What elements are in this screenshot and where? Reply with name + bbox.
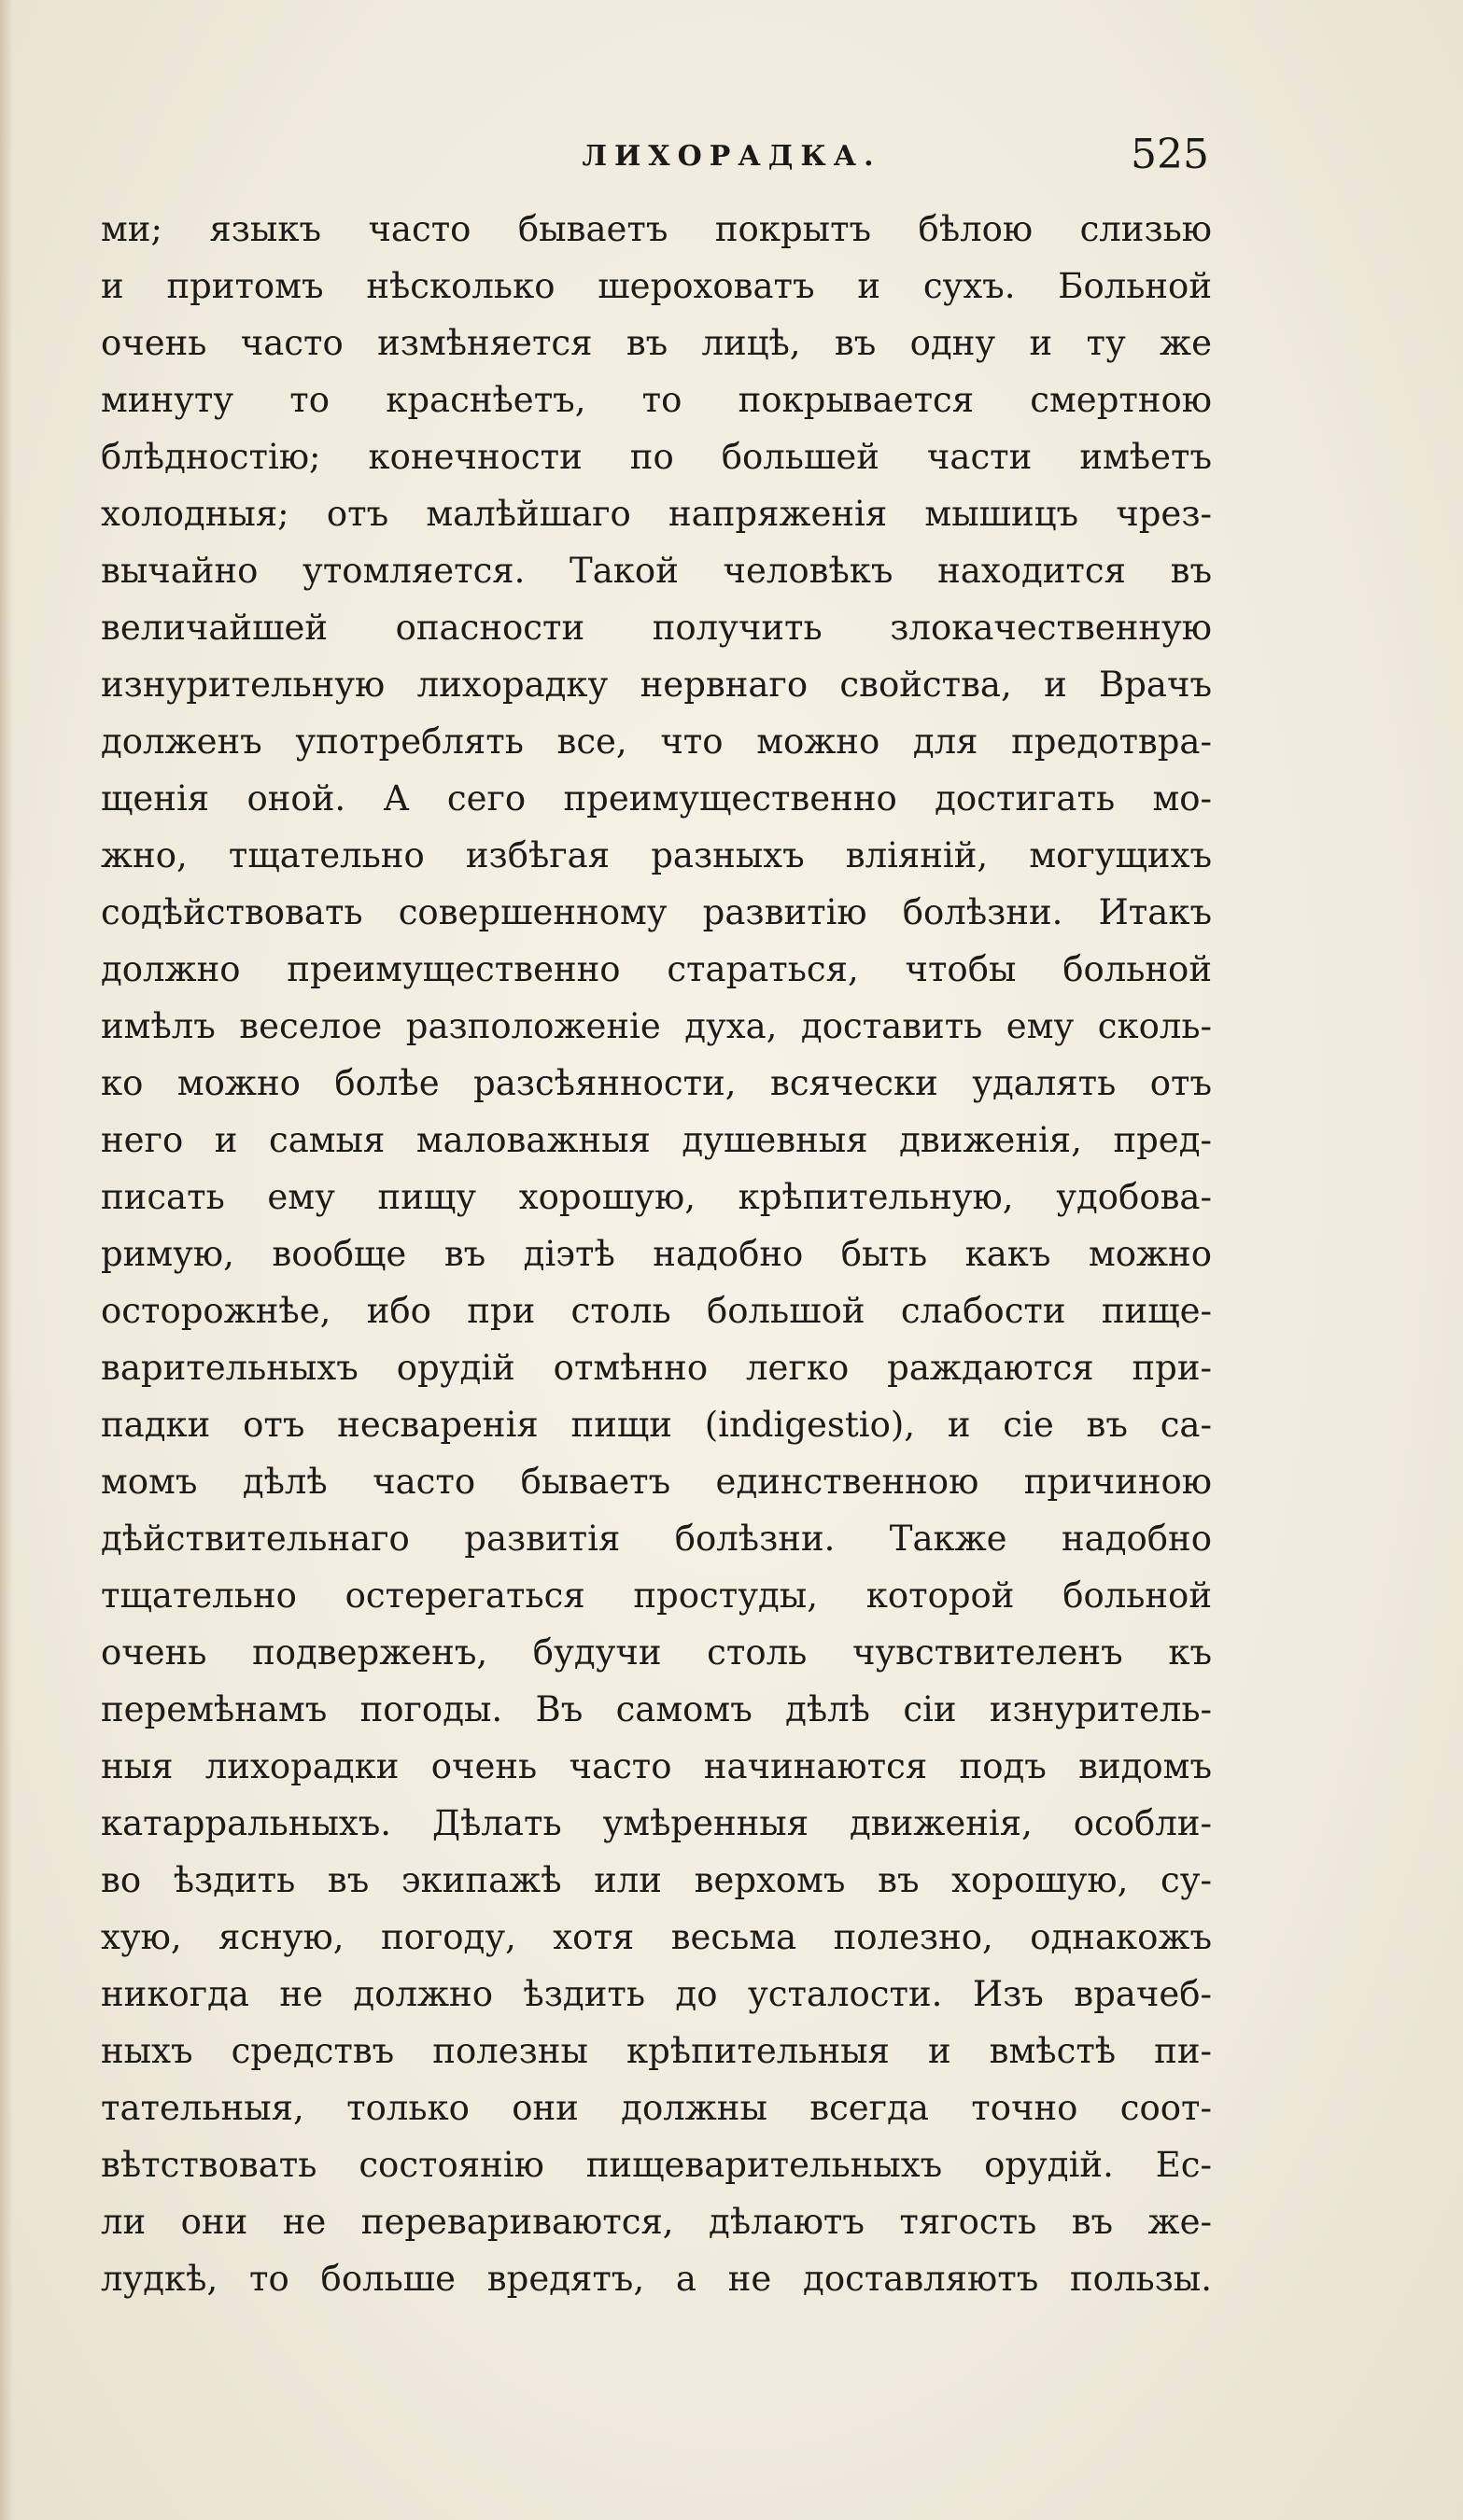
text-line: блѣдностію; конечности по большей части имѣетъ <box>101 437 1212 477</box>
text-line: щенія оной. А сего преимущественно достигать мо- <box>101 778 1212 819</box>
text-line: имѣлъ веселое разположеніе духа, доставить ему сколь- <box>101 1006 1212 1046</box>
text-line: римую, вообще въ діэтѣ надобно быть какъ можно <box>101 1234 1212 1274</box>
text-line: должно преимущественно стараться, чтобы больной <box>101 949 1212 989</box>
text-line: перемѣнамъ погоды. Въ самомъ дѣлѣ сіи изнуритель- <box>101 1689 1212 1729</box>
text-line: изнурительную лихорадку нервнаго свойства, и Врачъ <box>101 665 1212 705</box>
text-line: варительныхъ орудій отмѣнно легко раждаются при- <box>101 1348 1212 1388</box>
text-line: и притомъ нѣсколько шероховатъ и сухъ. Больной <box>101 266 1212 306</box>
text-line: осторожнѣе, ибо при столь большой слабости пище- <box>101 1291 1212 1331</box>
text-line: ныя лихорадки очень часто начинаются подъ видомъ <box>101 1746 1212 1786</box>
text-line: долженъ употреблять все, что можно для предотвра- <box>101 721 1212 762</box>
page-edge-shadow <box>0 0 13 2520</box>
text-line: падки отъ несваренія пищи (indigestio), и сіе въ са- <box>101 1405 1212 1445</box>
text-line: тательныя, только они должны всегда точно соот- <box>101 2088 1212 2128</box>
page-header <box>0 131 1463 187</box>
page-number: 525 <box>1131 131 1209 178</box>
text-line: ныхъ средствъ полезны крѣпительныя и вмѣстѣ пи- <box>101 2031 1212 2071</box>
text-line: содѣйствовать совершенному развитію болѣзни. Итакъ <box>101 892 1212 932</box>
body-text <box>101 201 1212 2307</box>
text-line: ко можно болѣе разсѣянности, всячески удалять отъ <box>101 1063 1212 1103</box>
text-line: ми; языкъ часто бываетъ покрытъ бѣлою слизью <box>101 209 1212 249</box>
text-line: него и самыя маловажныя душевныя движенія, пред- <box>101 1120 1212 1160</box>
text-line: катарральныхъ. Дѣлать умѣренныя движенія, особли- <box>101 1803 1212 1843</box>
text-line: писать ему пищу хорошую, крѣпительную, удобова- <box>101 1177 1212 1217</box>
text-line: тщательно остерегаться простуды, которой больной <box>101 1575 1212 1616</box>
text-line: никогда не должно ѣздить до усталости. Изъ врачеб- <box>101 1974 1212 2014</box>
text-line: вычайно утомляется. Такой человѣкъ находится въ <box>101 551 1212 591</box>
running-head: ЛИХОРАДКА. <box>582 140 881 173</box>
text-line: минуту то краснѣетъ, то покрывается смертною <box>101 380 1212 420</box>
text-line: дѣйствительнаго развитія болѣзни. Также надобно <box>101 1519 1212 1559</box>
text-line: вѣтствовать состоянію пищеварительныхъ орудій. Ес- <box>101 2145 1212 2185</box>
text-line: холодныя; отъ малѣйшаго напряженія мышицъ чрез- <box>101 494 1212 534</box>
text-line: жно, тщательно избѣгая разныхъ вліяній, могущихъ <box>101 835 1212 875</box>
text-line: хую, ясную, погоду, хотя весьма полезно, однакожъ <box>101 1917 1212 1957</box>
text-line: ли они не перевариваются, дѣлаютъ тягость въ же- <box>101 2202 1212 2242</box>
text-line: очень подверженъ, будучи столь чувствителенъ къ <box>101 1632 1212 1673</box>
text-line: очень часто измѣняется въ лицѣ, въ одну и ту же <box>101 323 1212 363</box>
text-line: величайшей опасности получить злокачественную <box>101 608 1212 648</box>
text-line: момъ дѣлѣ часто бываетъ единственною причиною <box>101 1462 1212 1502</box>
text-line: во ѣздить въ экипажѣ или верхомъ въ хорошую, су- <box>101 1860 1212 1900</box>
text-line: лудкѣ, то больше вредятъ, а не доставляютъ пользы. <box>101 2259 1212 2299</box>
